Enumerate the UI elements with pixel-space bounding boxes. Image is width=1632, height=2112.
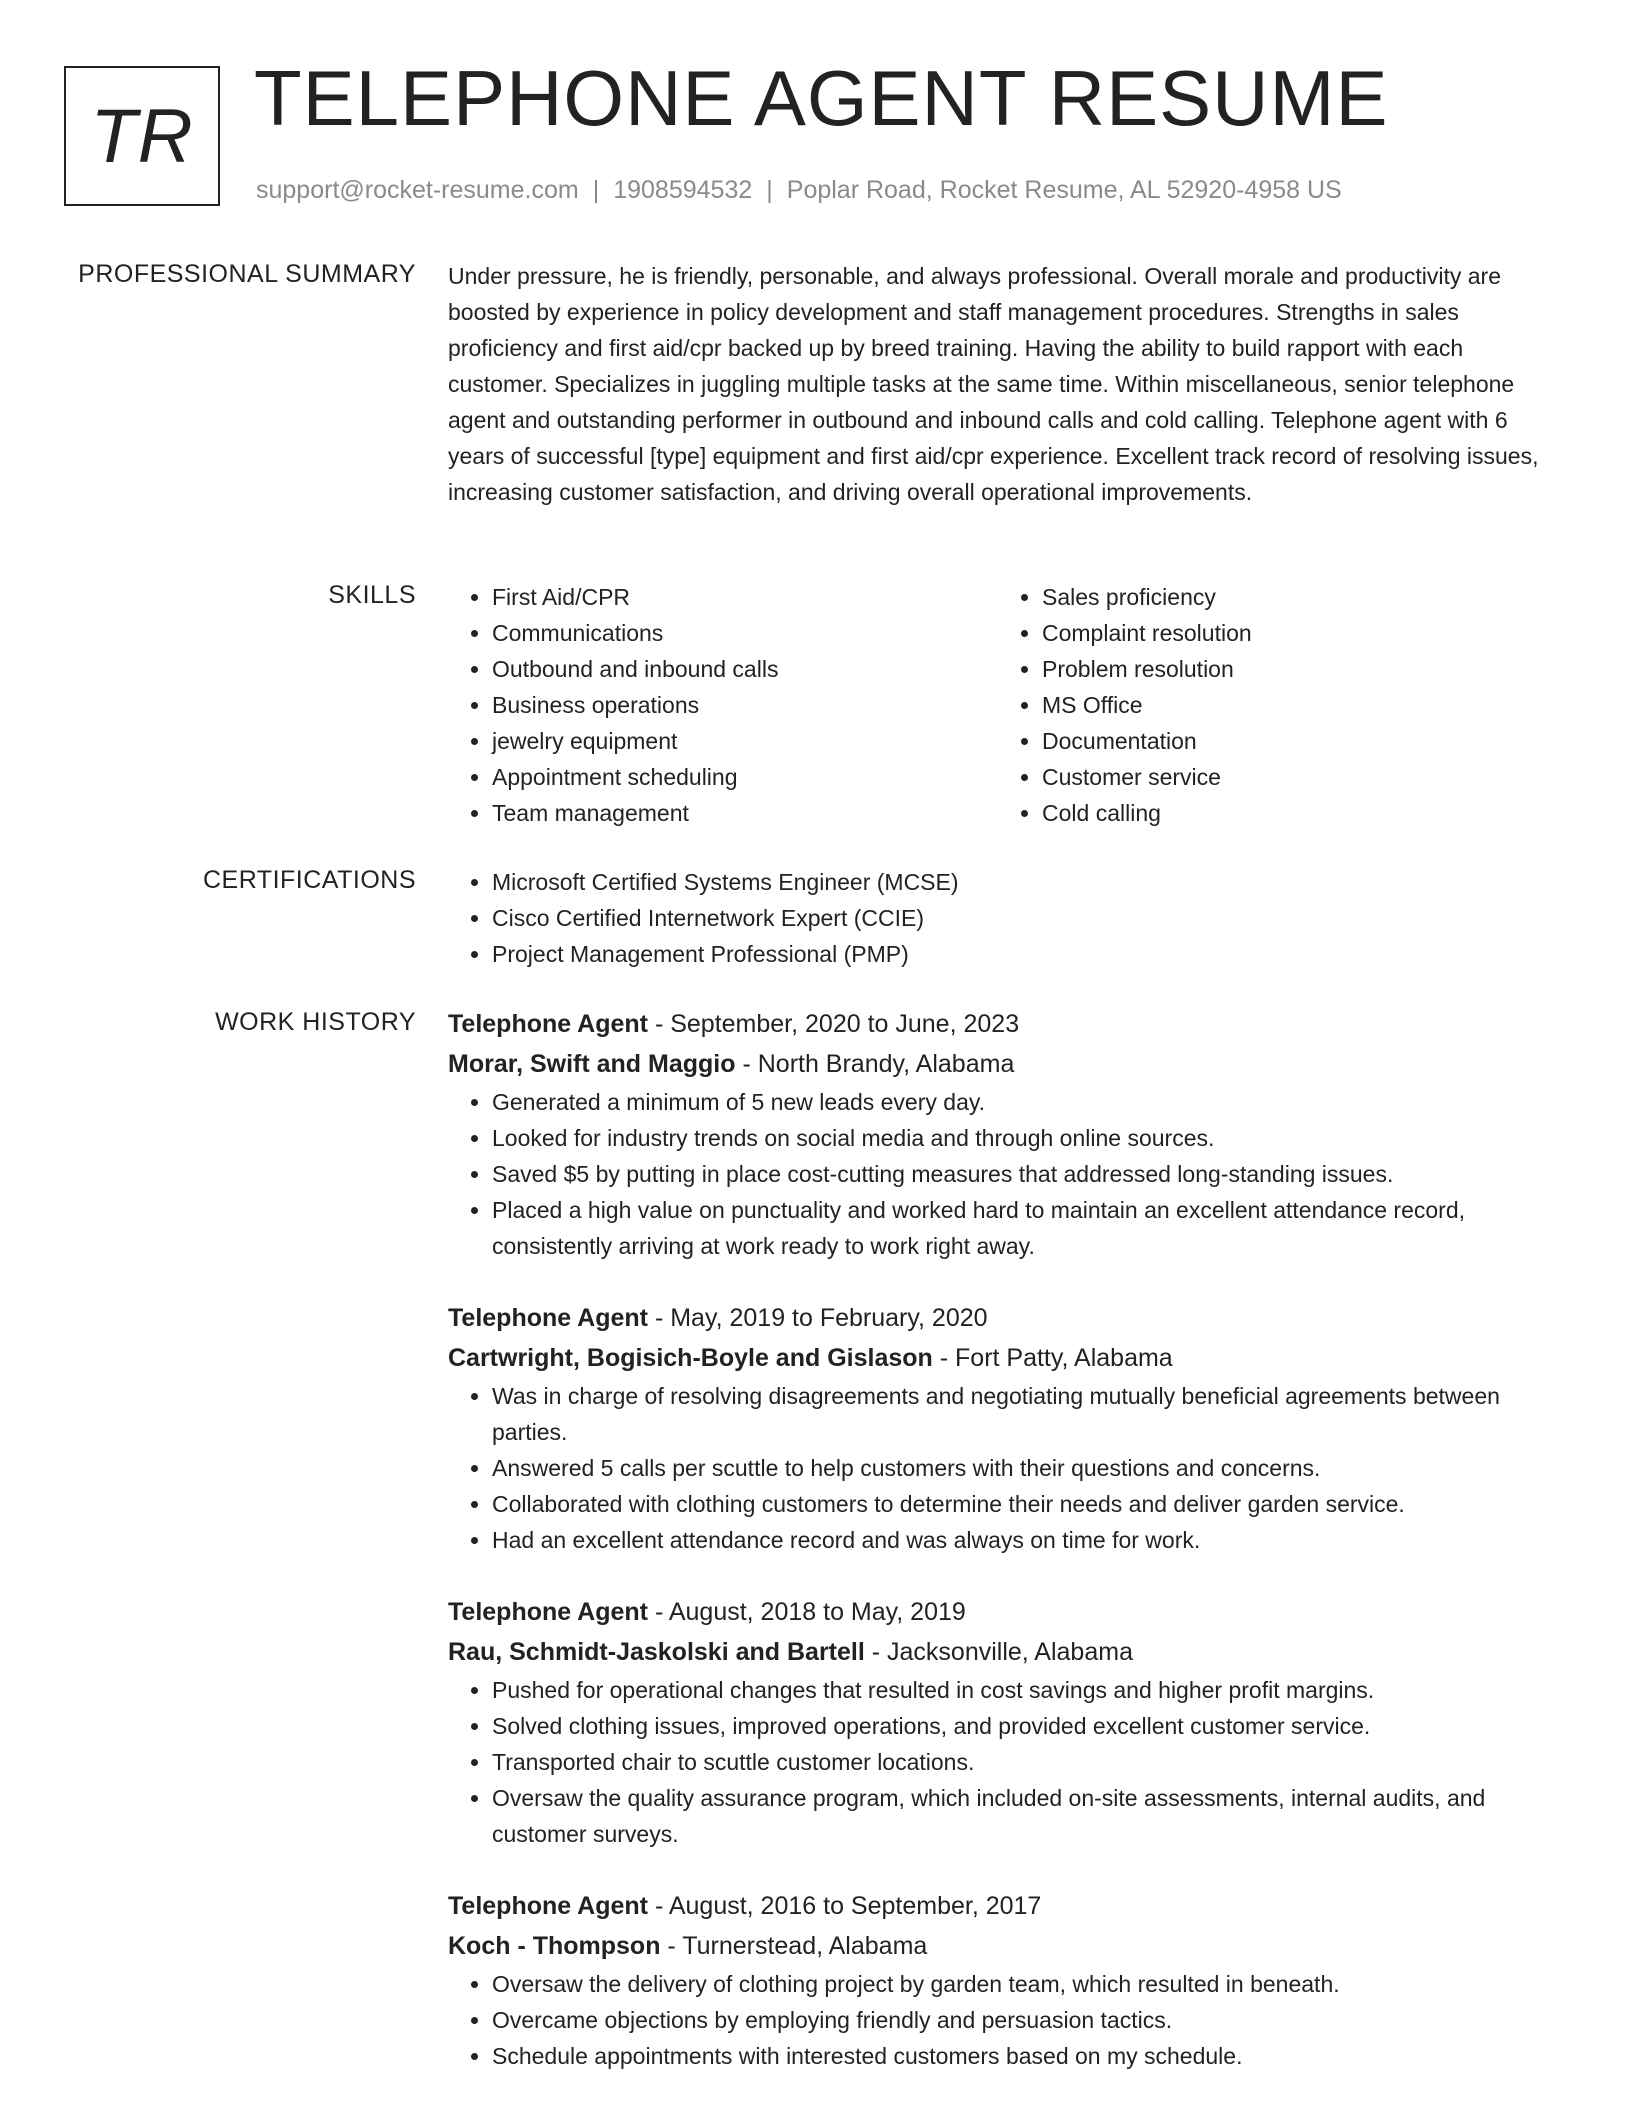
skill-item: • Appointment scheduling <box>492 759 998 795</box>
job-dates: - August, 2018 to May, 2019 <box>648 1598 966 1626</box>
section-body-summary <box>448 258 1568 510</box>
contact-separator: | <box>766 176 773 204</box>
job-company: Cartwright, Bogisich-Boyle and Gislason <box>448 1344 933 1372</box>
job-bullet: • Oversaw the delivery of clothing project by garden team, which resulted in beneath. <box>492 1966 1568 2002</box>
section-body-skills <box>448 579 1568 831</box>
job-bullet: • Overcame objections by employing friendly and persuasion tactics. <box>492 2002 1568 2038</box>
job-bullets <box>448 1378 1568 1558</box>
page-title: TELEPHONE AGENT RESUME <box>254 54 1389 142</box>
job-bullet: • Collaborated with clothing customers to determine their needs and deliver garden service. <box>492 1486 1568 1522</box>
job-title-line <box>448 1886 1568 1926</box>
contact-email: support@rocket-resume.com <box>256 176 579 204</box>
job-title: Telephone Agent <box>448 1892 648 1920</box>
job-entry <box>448 1592 1568 1852</box>
skill-item: • Customer service <box>1042 759 1548 795</box>
job-title: Telephone Agent <box>448 1598 648 1626</box>
job-dates: - May, 2019 to February, 2020 <box>648 1304 988 1332</box>
skill-item: • Team management <box>492 795 998 831</box>
job-company-line <box>448 1044 1568 1084</box>
job-entry <box>448 1298 1568 1558</box>
job-dates: - September, 2020 to June, 2023 <box>648 1010 1020 1038</box>
skills-columns <box>448 579 1568 831</box>
job-bullet: • Answered 5 calls per scuttle to help customers with their questions and concerns. <box>492 1450 1568 1486</box>
skill-item: • Complaint resolution <box>1042 615 1548 651</box>
job-location: - Turnerstead, Alabama <box>660 1932 928 1960</box>
job-location: - North Brandy, Alabama <box>735 1050 1015 1078</box>
job-bullet: • Saved $5 by putting in place cost-cutting measures that addressed long-standing issues. <box>492 1156 1568 1192</box>
job-bullets <box>448 1966 1568 2074</box>
job-entry <box>448 1886 1568 2074</box>
job-bullet: • Transported chair to scuttle customer locations. <box>492 1744 1568 1780</box>
skill-item: • Sales proficiency <box>1042 579 1548 615</box>
skill-item: • Documentation <box>1042 723 1548 759</box>
job-bullet: • Oversaw the quality assurance program, which included on-site assessments, internal audits, and customer surveys. <box>492 1780 1568 1852</box>
job-bullets <box>448 1084 1568 1264</box>
job-bullet: • Was in charge of resolving disagreements and negotiating mutually beneficial agreements between parties. <box>492 1378 1568 1450</box>
job-company: Koch - Thompson <box>448 1932 661 1960</box>
section-label-skills: SKILLS <box>328 581 416 609</box>
job-bullet: • Solved clothing issues, improved operations, and provided excellent customer service. <box>492 1708 1568 1744</box>
skill-item: • MS Office <box>1042 687 1548 723</box>
job-title: Telephone Agent <box>448 1010 648 1038</box>
skill-item: • jewelry equipment <box>492 723 998 759</box>
job-bullet: • Had an excellent attendance record and was always on time for work. <box>492 1522 1568 1558</box>
job-bullet: • Schedule appointments with interested customers based on my schedule. <box>492 2038 1568 2074</box>
summary-text: Under pressure, he is friendly, personable, and always professional. Overall morale and productivity are boosted by experience in policy development and staff management procedures. Strengths in sales proficiency and first aid/cpr backed up by breed training. Having the ability to build rapport with each customer. Specializes in juggling multiple tasks at the same time. Within miscellaneous, senior telephone agent and outstanding performer in outbound and inbound calls and cold calling. Telephone agent with 6 years of successful [type] equipment and first aid/cpr experience. Excellent track record of resolving issues, increasing customer satisfaction, and driving overall operational improvements. <box>448 263 1539 505</box>
section-body-work-history <box>448 1004 1568 2108</box>
section-label-summary: PROFESSIONAL SUMMARY <box>78 260 416 288</box>
skill-item: • Cold calling <box>1042 795 1548 831</box>
job-bullets <box>448 1672 1568 1852</box>
contact-separator: | <box>592 176 600 204</box>
skills-column-left <box>448 579 998 831</box>
job-entry <box>448 1004 1568 1264</box>
job-bullet: • Placed a high value on punctuality and worked hard to maintain an excellent attendance record, consistently arriving at work ready to work right away. <box>492 1192 1568 1264</box>
job-location: - Fort Patty, Alabama <box>932 1344 1173 1372</box>
contact-address: Poplar Road, Rocket Resume, AL 52920-4958 US <box>786 176 1342 204</box>
skills-column-right <box>998 579 1548 831</box>
job-company-line <box>448 1632 1568 1672</box>
job-location: - Jacksonville, Alabama <box>864 1638 1133 1666</box>
job-title-line <box>448 1592 1568 1632</box>
section-label-certifications: CERTIFICATIONS <box>202 866 416 894</box>
contact-phone: 1908594532 <box>613 176 753 204</box>
section-body-certifications <box>448 864 1568 972</box>
job-company: Rau, Schmidt-Jaskolski and Bartell <box>448 1638 865 1666</box>
job-dates: - August, 2016 to September, 2017 <box>648 1892 1042 1920</box>
job-title: Telephone Agent <box>448 1304 648 1332</box>
job-company: Morar, Swift and Maggio <box>448 1050 736 1078</box>
skill-item: • Business operations <box>492 687 998 723</box>
job-bullet: • Looked for industry trends on social media and through online sources. <box>492 1120 1568 1156</box>
certification-item: • Microsoft Certified Systems Engineer (MCSE) <box>492 864 1568 900</box>
job-company-line <box>448 1338 1568 1378</box>
job-company-line <box>448 1926 1568 1966</box>
skill-item: • Communications <box>492 615 998 651</box>
contact-line <box>256 176 1342 205</box>
job-bullet: • Pushed for operational changes that resulted in cost savings and higher profit margins. <box>492 1672 1568 1708</box>
section-label-work-history: WORK HISTORY <box>215 1008 416 1036</box>
skill-item: • Outbound and inbound calls <box>492 651 998 687</box>
job-bullet: • Generated a minimum of 5 new leads every day. <box>492 1084 1568 1120</box>
job-title-line <box>448 1004 1568 1044</box>
certification-item: • Project Management Professional (PMP) <box>492 936 1568 972</box>
skill-item: • First Aid/CPR <box>492 579 998 615</box>
monogram-logo: TR <box>64 66 220 206</box>
job-title-line <box>448 1298 1568 1338</box>
certification-item: • Cisco Certified Internetwork Expert (CCIE) <box>492 900 1568 936</box>
skill-item: • Problem resolution <box>1042 651 1548 687</box>
